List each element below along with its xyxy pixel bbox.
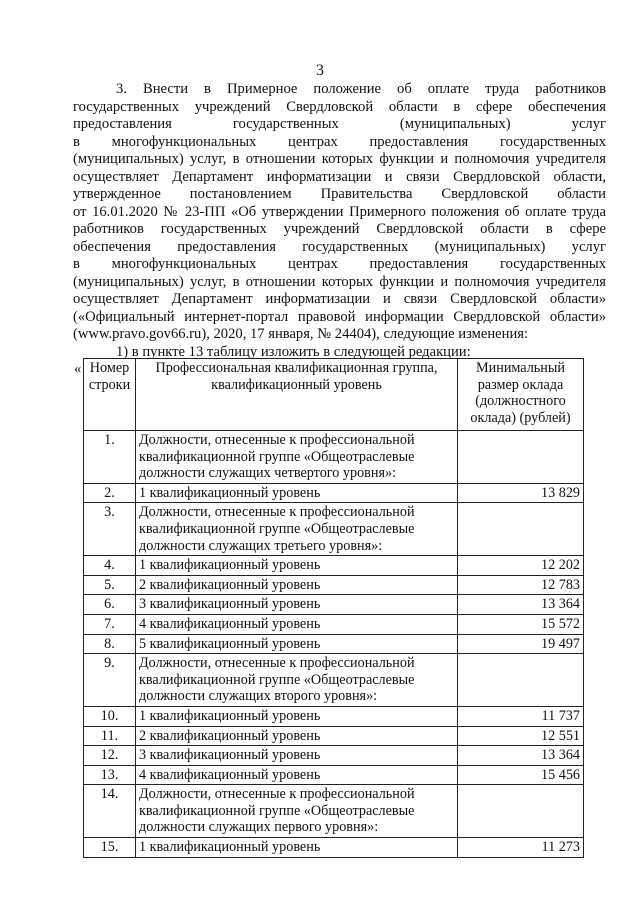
paragraph-line: (www.pravo.gov66.ru), 2020, 17 января, № 24404), следующие изменения: (73, 326, 529, 342)
row-description-cell: 2 квалификационный уровень (136, 575, 458, 595)
row-number-cell: 14. (84, 785, 136, 838)
row-number-cell: 9. (84, 654, 136, 707)
salary-table (83, 358, 584, 858)
table-row (84, 654, 584, 707)
table-row (84, 765, 584, 785)
row-number-cell: 4. (84, 556, 136, 576)
row-salary-cell: 19 497 (458, 634, 584, 654)
table-body (84, 431, 584, 858)
row-salary-cell: 13 364 (458, 595, 584, 615)
row-description-cell: Должности, отнесенные к профессиональной квалификационной группе «Общеотраслевые должности служащих первого уровня»: (136, 785, 458, 838)
row-description-cell: 2 квалификационный уровень (136, 726, 458, 746)
row-number-cell: 3. (84, 503, 136, 556)
table-row (84, 746, 584, 766)
row-salary-cell: 11 273 (458, 838, 584, 858)
paragraph-line: в многофункциональных центрах предоставления государственных (73, 133, 606, 150)
row-number-cell: 8. (84, 634, 136, 654)
table-header-row (84, 359, 584, 431)
table-row (84, 483, 584, 503)
header-salary: Минимальный размер оклада (должностного оклада) (рублей) (458, 359, 584, 431)
table-row (84, 634, 584, 654)
paragraph-line: («Официальный интернет-портал правовой информации Свердловской области» (73, 308, 606, 325)
row-salary-cell: 11 737 (458, 706, 584, 726)
row-salary-cell (458, 654, 584, 707)
row-number-cell: 13. (84, 765, 136, 785)
table-row (84, 556, 584, 576)
table-row (84, 785, 584, 838)
row-number-cell: 12. (84, 746, 136, 766)
paragraph-line: от 16.01.2020 № 23-ПП «Об утверждении Примерного положения об оплате труда (73, 203, 606, 220)
row-description-cell: 4 квалификационный уровень (136, 614, 458, 634)
item-1-text: 1) в пункте 13 таблицу изложить в следующей редакции: (116, 344, 471, 360)
paragraph-line: 3. Внести в Примерное положение об оплате труда работников (116, 81, 606, 97)
row-description-cell: 1 квалификационный уровень (136, 706, 458, 726)
row-salary-cell (458, 431, 584, 484)
table-row (84, 431, 584, 484)
row-number-cell: 5. (84, 575, 136, 595)
table-row (84, 575, 584, 595)
row-description-cell: 3 квалификационный уровень (136, 595, 458, 615)
row-description-cell: Должности, отнесенные к профессиональной квалификационной группе «Общеотраслевые должности служащих второго уровня»: (136, 654, 458, 707)
paragraph-line: осуществляет Департамент информатизации и связи Свердловской области» (73, 291, 606, 307)
row-description-cell: 3 квалификационный уровень (136, 746, 458, 766)
table-row (84, 614, 584, 634)
table-row (84, 503, 584, 556)
row-number-cell: 6. (84, 595, 136, 615)
row-salary-cell: 15 572 (458, 614, 584, 634)
paragraph-line: (муниципальных) услуг, в отношении которых функции и полномочия учредителя (73, 151, 606, 167)
table-row (84, 706, 584, 726)
row-description-cell: 5 квалификационный уровень (136, 634, 458, 654)
row-salary-cell: 12 202 (458, 556, 584, 576)
paragraph-line: осуществляет Департамент информатизации и связи Свердловской области, (73, 168, 606, 185)
row-description-cell: 4 квалификационный уровень (136, 765, 458, 785)
paragraph-line: предоставления государственных (муниципальных) услуг (73, 116, 606, 132)
page-number: 3 (316, 62, 324, 79)
paragraph-line: (муниципальных) услуг, в отношении которых функции и полномочия учредителя (73, 273, 606, 290)
paragraph-line: работников государственных учреждений Свердловской области в сфере (73, 221, 606, 237)
paragraph-line: утвержденное постановлением Правительства Свердловской области (73, 186, 606, 202)
row-number-cell: 2. (84, 483, 136, 503)
row-description-cell: 1 квалификационный уровень (136, 556, 458, 576)
row-salary-cell: 12 551 (458, 726, 584, 746)
row-description-cell: 1 квалификационный уровень (136, 483, 458, 503)
row-salary-cell: 12 783 (458, 575, 584, 595)
row-number-cell: 1. (84, 431, 136, 484)
row-salary-cell: 13 829 (458, 483, 584, 503)
table-row (84, 595, 584, 615)
row-salary-cell: 15 456 (458, 765, 584, 785)
row-number-cell: 11. (84, 726, 136, 746)
row-description-cell: Должности, отнесенные к профессиональной квалификационной группе «Общеотраслевые должности служащих третьего уровня»: (136, 503, 458, 556)
paragraph-line: обеспечения предоставления государственных (муниципальных) услуг (73, 238, 606, 255)
row-number-cell: 7. (84, 614, 136, 634)
paragraph-line: в многофункциональных центрах предоставления государственных (73, 256, 606, 272)
table-row (84, 838, 584, 858)
row-salary-cell (458, 503, 584, 556)
row-description-cell: Должности, отнесенные к профессиональной квалификационной группе «Общеотраслевые должности служащих четвертого уровня»: (136, 431, 458, 484)
row-number-cell: 10. (84, 706, 136, 726)
header-group: Профессиональная квалификационная группа, квалификационный уровень (136, 359, 458, 431)
row-salary-cell: 13 364 (458, 746, 584, 766)
row-number-cell: 15. (84, 838, 136, 858)
row-salary-cell (458, 785, 584, 838)
row-description-cell: 1 квалификационный уровень (136, 838, 458, 858)
header-number: Номер строки (84, 359, 136, 431)
amendment-paragraph (73, 81, 606, 344)
paragraph-line: государственных учреждений Свердловской области в сфере обеспечения (73, 98, 606, 115)
opening-quote: « (74, 361, 82, 377)
table-row (84, 726, 584, 746)
